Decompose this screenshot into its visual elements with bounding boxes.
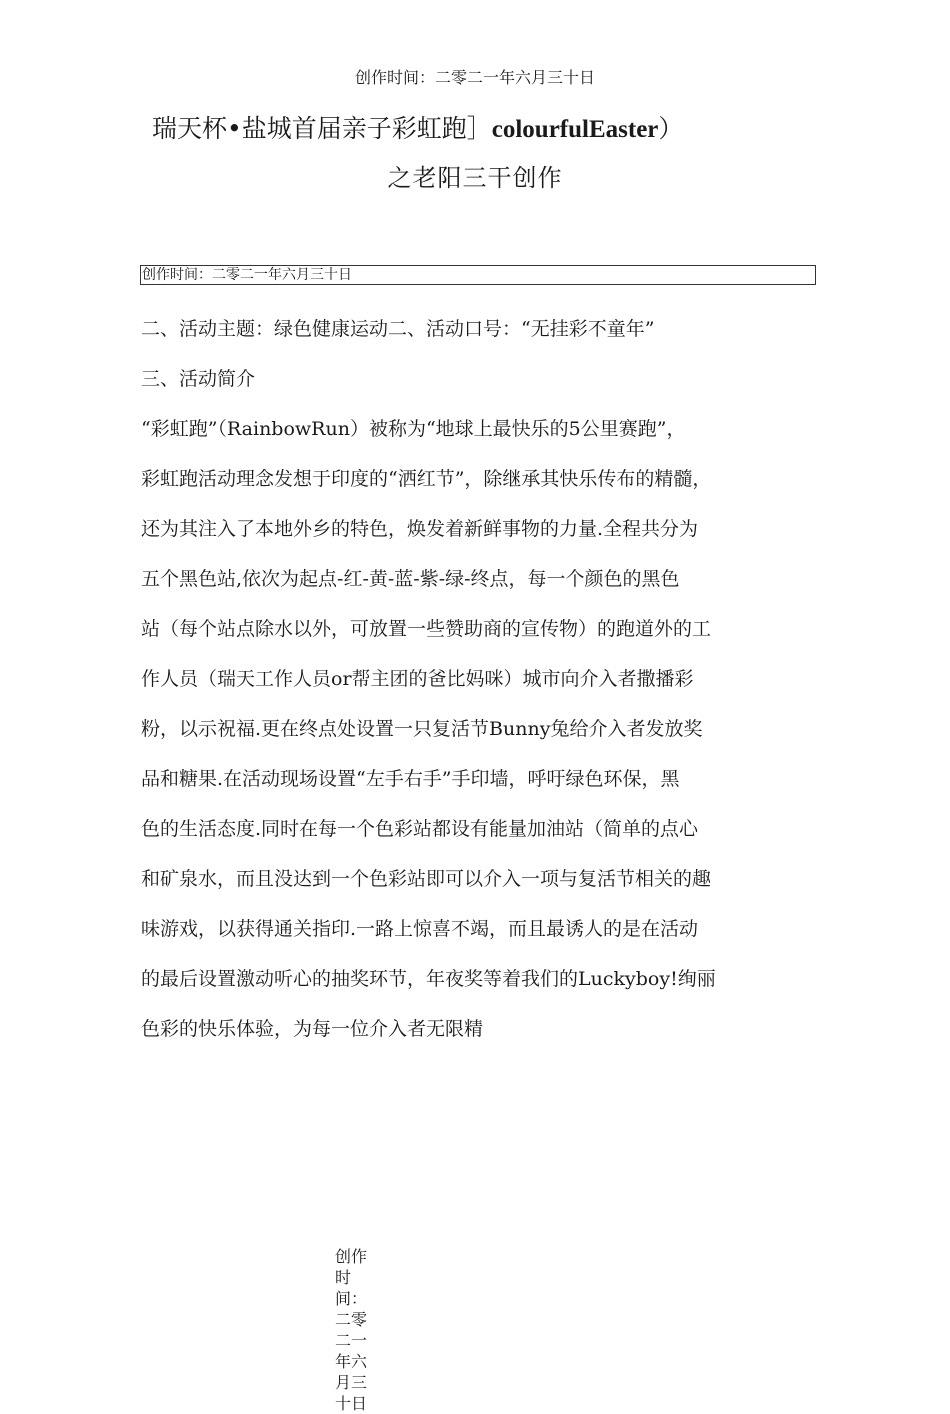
paragraph-line: 色的生活态度.同时在每一个色彩站都设有能量加油站（简单的点心	[141, 818, 699, 840]
paragraph-line: 还为其注入了本地外乡的特色，焕发着新鲜事物的力量.全程共分为	[141, 518, 699, 540]
footer-creation-time: 创作时间：二零二一年六月三十日	[335, 1247, 368, 1413]
paragraph-line: 味游戏，以获得通关指印.一路上惊喜不竭，而且最诱人的是在活动	[141, 918, 699, 940]
boxed-creation-time: 创作时间：二零二一年六月三十日	[140, 265, 816, 285]
document-title	[152, 112, 683, 147]
title-close-paren: ）	[658, 114, 684, 143]
paragraph-line: 站（每个站点除水以外，可放置一些赞助商的宣传物）的跑道外的工	[141, 618, 712, 640]
paragraph-line: 的最后设置激动听心的抽奖环节，年夜奖等着我们的Luckyboy!绚丽	[141, 968, 716, 990]
paragraph-line: 和矿泉水，而且没达到一个色彩站即可以介入一项与复活节相关的趣	[141, 868, 712, 890]
paragraph-line: 彩虹跑活动理念发想于印度的“洒红节”，除继承其快乐传布的精髓，	[141, 468, 712, 490]
paragraph-line: 粉，以示祝福.更在终点处设置一只复活节Bunny兔给介入者发放奖	[141, 718, 703, 740]
paragraph-line: “彩虹跑”（RainbowRun）被称为“地球上最快乐的5公里赛跑”，	[141, 418, 686, 440]
paragraph-line: 作人员（瑞天工作人员or帮主团的爸比妈咪）城市向介入者撒播彩	[141, 668, 694, 690]
section-theme-slogan: 二、活动主题：绿色健康运动二、活动口号：“无挂彩不童年”	[141, 318, 655, 340]
intro-paragraph	[141, 404, 831, 1054]
paragraph-line: 色彩的快乐体验，为每一位介入者无限精	[141, 1018, 484, 1040]
paragraph-line: 品和糖果.在活动现场设置“左手右手”手印墙，呼吁绿色环保，黑	[141, 768, 680, 790]
document-subtitle: 之老阳三干创作	[387, 164, 563, 192]
title-chinese: 瑞天杯•盐城首届亲子彩虹跑］	[152, 114, 492, 143]
header-creation-time: 创作时间：二零二一年六月三十日	[354, 68, 595, 87]
section-intro-heading: 三、活动简介	[141, 368, 256, 390]
paragraph-line: 五个黑色站,依次为起点-红-黄-蓝-紫-绿-终点，每一个颜色的黑色	[141, 568, 680, 590]
title-english: colourfulEaster	[491, 116, 659, 143]
